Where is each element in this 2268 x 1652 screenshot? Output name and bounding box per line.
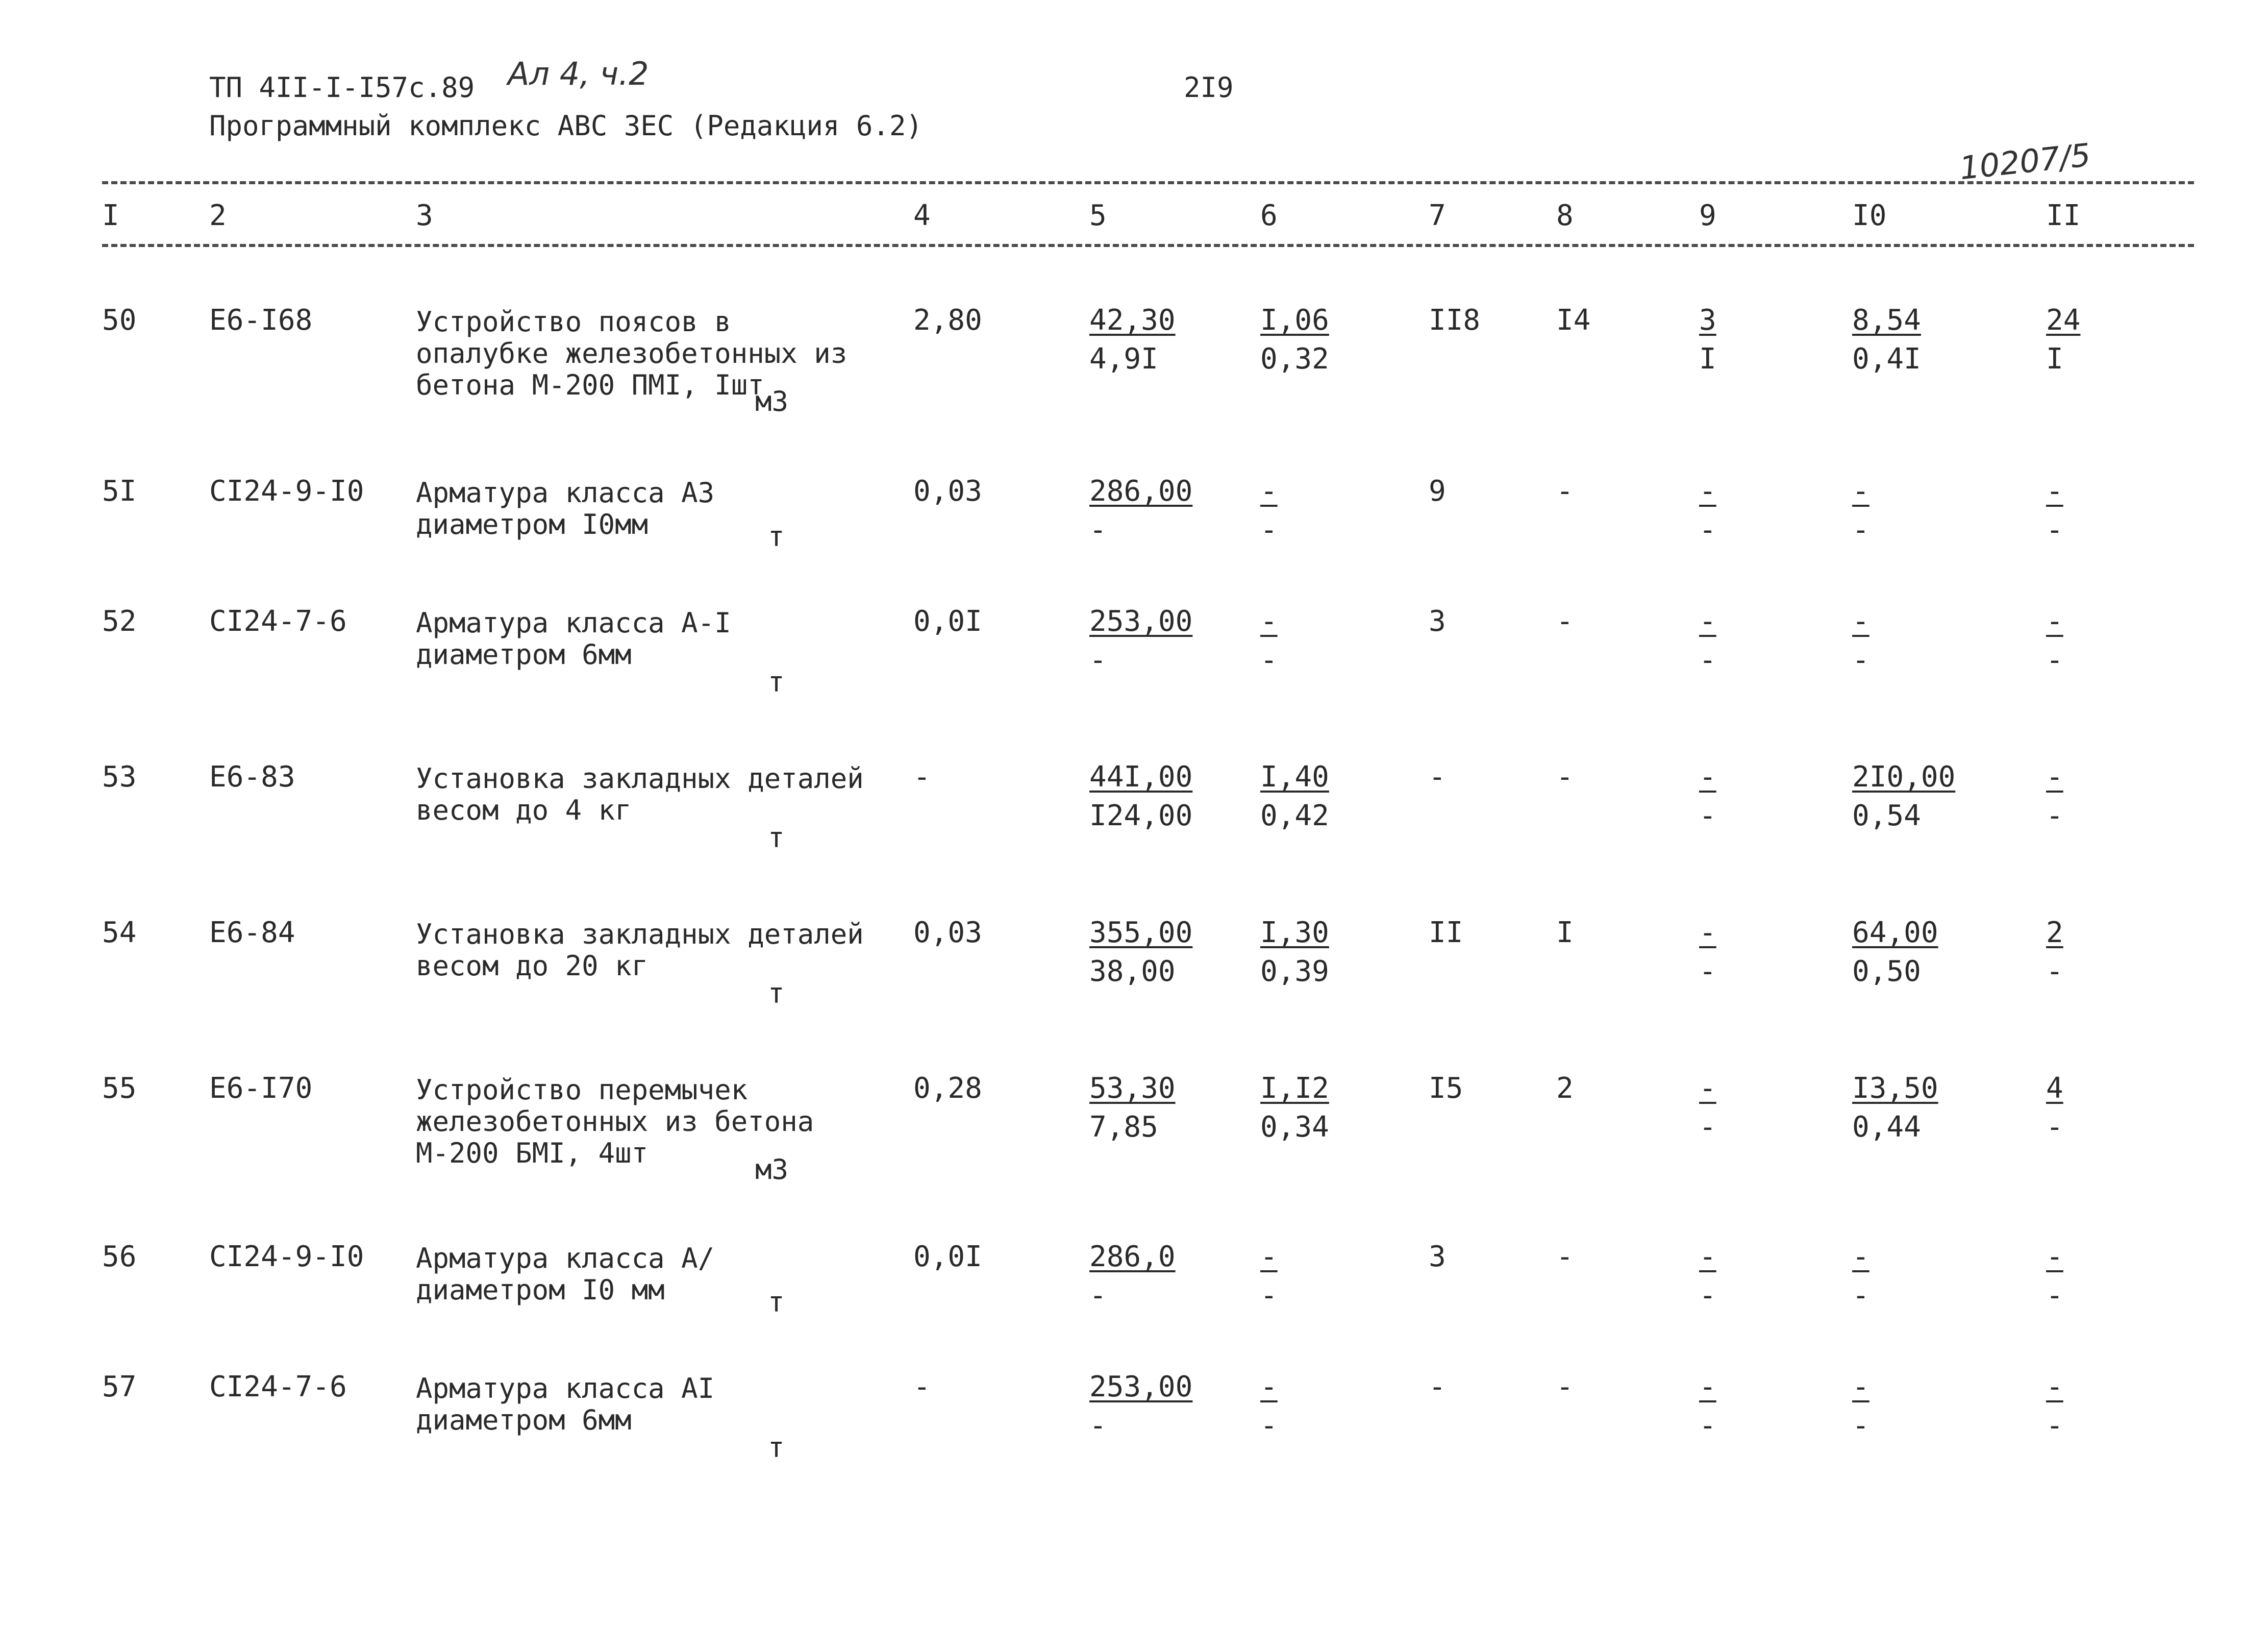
cost-pair-col5: 286,00 -	[1089, 475, 1193, 547]
rate-code: СI24-9-I0	[209, 475, 364, 508]
value-col7: II	[1429, 916, 1463, 949]
unit-of-measure: м3	[755, 385, 789, 417]
value-pair-col10: - -	[1852, 1370, 1870, 1442]
value-pair-col9: - -	[1699, 605, 1716, 677]
cost-pair-col5: 44I,00 I24,00	[1089, 760, 1193, 832]
cost-pair-col6: I,30 0,39	[1260, 916, 1329, 988]
value-col8: -	[1556, 605, 1574, 638]
column-header-5: 5	[1089, 199, 1107, 232]
work-description: Устройство поясов в опалубке железобетонных из бетона М-200 ПМI, Iшт	[416, 306, 848, 402]
rate-code: Е6-I70	[209, 1072, 313, 1105]
rate-code: СI24-9-I0	[209, 1240, 364, 1273]
column-header-11: II	[2046, 199, 2081, 232]
cost-pair-col5: 355,00 38,00	[1089, 916, 1193, 988]
quantity: 0,0I	[913, 1240, 982, 1273]
unit-of-measure: т	[768, 666, 785, 698]
value-col7: 9	[1429, 475, 1446, 508]
column-header-10: I0	[1852, 199, 1887, 232]
cost-pair-col5: 53,30 7,85	[1089, 1072, 1176, 1144]
cost-pair-col6: - -	[1260, 1370, 1278, 1442]
value-pair-col11: - -	[2046, 1370, 2063, 1442]
unit-of-measure: т	[768, 1432, 785, 1464]
value-pair-col11: 24 I	[2046, 304, 2081, 376]
rate-code: Е6-83	[209, 760, 295, 794]
value-pair-col11: - -	[2046, 760, 2063, 832]
value-pair-col11: 2 -	[2046, 916, 2063, 988]
rate-code: Е6-84	[209, 916, 295, 949]
row-number: 55	[102, 1072, 137, 1105]
value-col7: 3	[1429, 605, 1446, 638]
work-description: Арматура класса А3 диаметром I0мм	[416, 477, 715, 541]
archive-number: 10207/5	[1957, 136, 2092, 187]
quantity: 0,03	[913, 916, 982, 949]
work-description: Установка закладных деталей весом до 4 кг	[416, 762, 864, 827]
value-pair-col9: - -	[1699, 916, 1716, 988]
cost-pair-col5: 42,30 4,9I	[1089, 304, 1176, 376]
column-header-8: 8	[1556, 199, 1574, 232]
value-col8: I	[1556, 916, 1574, 949]
column-header-6: 6	[1260, 199, 1278, 232]
cost-pair-col6: - -	[1260, 475, 1278, 547]
value-pair-col10: 8,54 0,4I	[1852, 304, 1921, 376]
unit-of-measure: м3	[755, 1153, 789, 1186]
row-number: 57	[102, 1370, 137, 1403]
page-number: 2I9	[1184, 71, 1234, 104]
quantity: -	[913, 760, 931, 794]
cost-pair-col6: - -	[1260, 605, 1278, 677]
value-pair-col9: 3 I	[1699, 304, 1716, 376]
value-col8: -	[1556, 760, 1574, 794]
value-col7: I5	[1429, 1072, 1463, 1105]
value-pair-col9: - -	[1699, 475, 1716, 547]
value-pair-col10: I3,50 0,44	[1852, 1072, 1938, 1144]
value-pair-col11: 4 -	[2046, 1072, 2063, 1144]
value-pair-col9: - -	[1699, 1072, 1716, 1144]
value-col8: -	[1556, 1370, 1574, 1403]
cost-pair-col6: - -	[1260, 1240, 1278, 1312]
value-col7: -	[1429, 760, 1446, 794]
quantity: 0,28	[913, 1072, 982, 1105]
work-description: Устройство перемычек железобетонных из бетона М-200 БМI, 4шт	[416, 1074, 814, 1170]
value-col8: I4	[1556, 304, 1591, 337]
column-header-7: 7	[1429, 199, 1446, 232]
unit-of-measure: т	[768, 1286, 785, 1318]
row-number: 5I	[102, 475, 137, 508]
row-number: 53	[102, 760, 137, 794]
row-number: 52	[102, 605, 137, 638]
value-pair-col9: - -	[1699, 760, 1716, 832]
row-number: 54	[102, 916, 137, 949]
value-pair-col9: - -	[1699, 1240, 1716, 1312]
quantity: 0,0I	[913, 605, 982, 638]
column-header-2: 2	[209, 199, 227, 232]
doc-code: ТП 4II-I-I57с.89	[209, 71, 475, 104]
unit-of-measure: т	[768, 822, 785, 854]
row-number: 50	[102, 304, 137, 337]
value-pair-col10: - -	[1852, 475, 1870, 547]
row-number: 56	[102, 1240, 137, 1273]
handwritten-note: Ал 4, ч.2	[508, 55, 649, 92]
program-line: Программный комплекс АВС 3ЕС (Редакция 6.2)	[209, 110, 923, 142]
cost-pair-col5: 286,0 -	[1089, 1240, 1176, 1312]
value-col7: II8	[1429, 304, 1481, 337]
work-description: Установка закладных деталей весом до 20 кг	[416, 918, 864, 982]
table-top-rule	[102, 181, 2194, 184]
unit-of-measure: т	[768, 977, 785, 1009]
table-header-rule	[102, 244, 2194, 247]
value-pair-col11: - -	[2046, 605, 2063, 677]
cost-pair-col5: 253,00 -	[1089, 1370, 1193, 1442]
work-description: Арматура класса А/ диаметром I0 мм	[416, 1242, 715, 1306]
quantity: 2,80	[913, 304, 982, 337]
value-pair-col10: - -	[1852, 605, 1870, 677]
rate-code: Е6-I68	[209, 304, 313, 337]
cost-pair-col5: 253,00 -	[1089, 605, 1193, 677]
unit-of-measure: т	[768, 521, 785, 553]
rate-code: СI24-7-6	[209, 1370, 347, 1403]
value-col8: 2	[1556, 1072, 1574, 1105]
value-pair-col10: 64,00 0,50	[1852, 916, 1938, 988]
work-description: Арматура класса А-I диаметром 6мм	[416, 607, 731, 671]
column-header-9: 9	[1699, 199, 1716, 232]
column-header-4: 4	[913, 199, 931, 232]
quantity: -	[913, 1370, 931, 1403]
value-pair-col11: - -	[2046, 475, 2063, 547]
value-pair-col10: 2I0,00 0,54	[1852, 760, 1956, 832]
value-col8: -	[1556, 475, 1574, 508]
value-col8: -	[1556, 1240, 1574, 1273]
cost-pair-col6: I,I2 0,34	[1260, 1072, 1329, 1144]
cost-pair-col6: I,40 0,42	[1260, 760, 1329, 832]
value-pair-col10: - -	[1852, 1240, 1870, 1312]
value-pair-col9: - -	[1699, 1370, 1716, 1442]
value-col7: -	[1429, 1370, 1446, 1403]
value-pair-col11: - -	[2046, 1240, 2063, 1312]
column-header-3: 3	[416, 199, 433, 232]
rate-code: СI24-7-6	[209, 605, 347, 638]
work-description: Арматура класса АI диаметром 6мм	[416, 1372, 715, 1437]
quantity: 0,03	[913, 475, 982, 508]
cost-pair-col6: I,06 0,32	[1260, 304, 1329, 376]
value-col7: 3	[1429, 1240, 1446, 1273]
column-header-1: I	[102, 199, 119, 232]
